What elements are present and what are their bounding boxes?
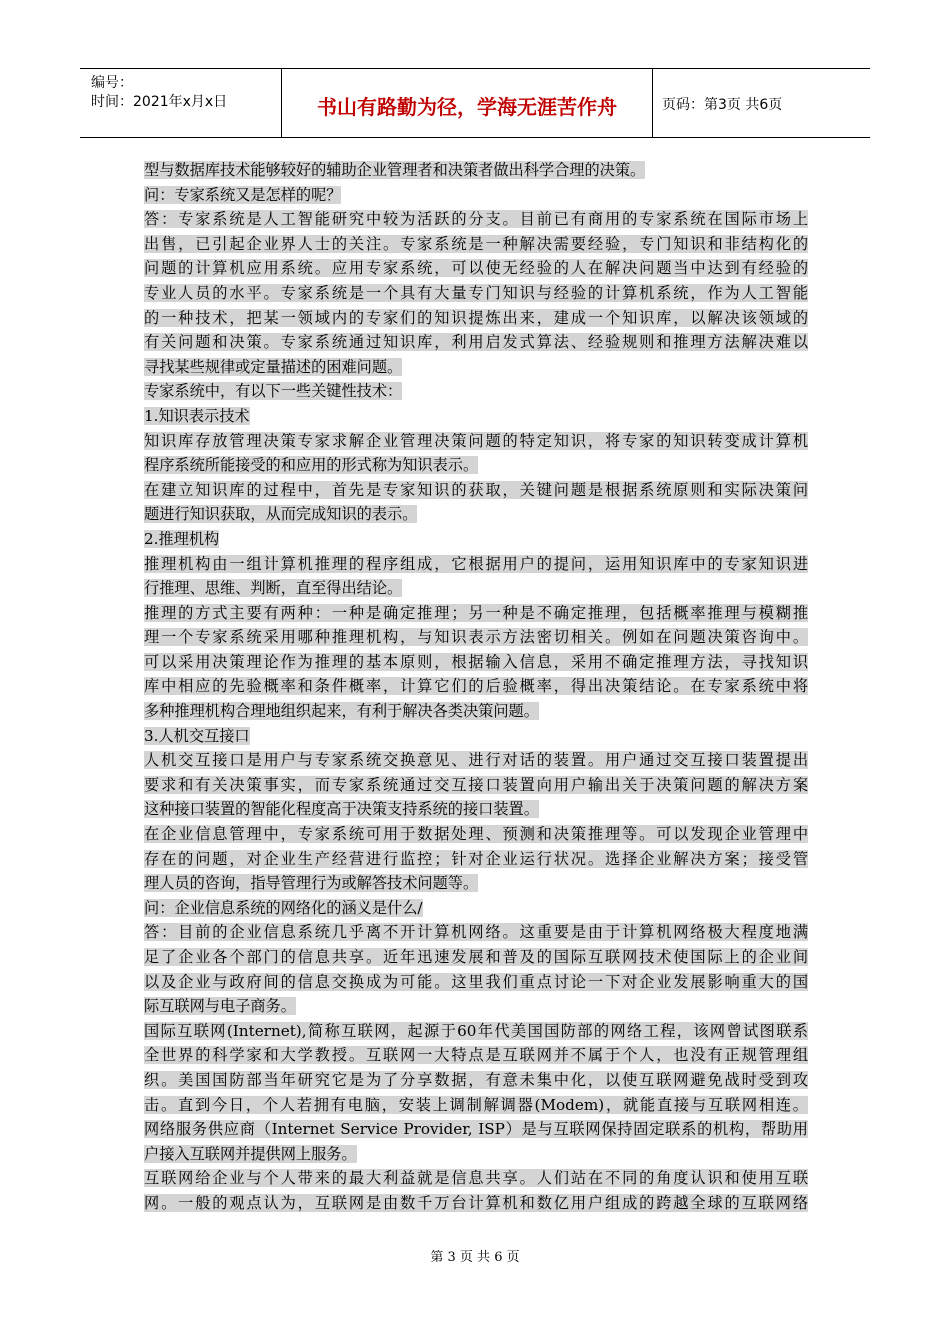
document-body <box>144 158 808 1216</box>
motto: 书山有路勤为径，学海无涯苦作舟 <box>317 95 617 119</box>
text-line <box>144 576 808 601</box>
highlighted-text: 击。直到今日，个人若拥有电脑，安装上调制解调器(Modem)，就能直接与互联网相连。 <box>144 1095 808 1114</box>
page-header <box>80 68 870 138</box>
highlighted-text: 有关问题和决策。专家系统通过知识库，利用启发式算法、经验规则和推理方法解决难以 <box>144 333 808 352</box>
text-line <box>144 1117 808 1142</box>
text-line <box>144 773 808 798</box>
highlighted-text: 专业人员的水平。专家系统是一个具有大量专门知识与经验的计算机系统，作为人工智能 <box>144 283 808 302</box>
date-label: 时间：2021年x月x日 <box>91 94 228 110</box>
text-line <box>144 1142 808 1167</box>
highlighted-text: 2.推理机构 <box>144 529 220 548</box>
page-footer: 第 3 页 共 6 页 <box>430 1250 520 1265</box>
text-line <box>144 330 808 355</box>
text-line <box>144 748 808 773</box>
text-line <box>144 478 808 503</box>
highlighted-text: 程序系统所能接受的和应用的形式称为知识表示。 <box>144 456 479 475</box>
text-line <box>144 552 808 577</box>
text-line <box>144 429 808 454</box>
highlighted-text: 多种推理机构合理地组织起来，有利于解决各类决策问题。 <box>144 702 539 721</box>
highlighted-text: 1.知识表示技术 <box>144 406 250 425</box>
highlighted-text: 际互联网与电子商务。 <box>144 997 296 1016</box>
text-line <box>144 625 808 650</box>
text-line <box>144 674 808 699</box>
text-line <box>144 650 808 675</box>
highlighted-text: 织。美国国防部当年研究它是为了分享数据，有意未集中化，以使互联网避免战时受到攻 <box>144 1070 808 1089</box>
highlighted-text: 可以采用决策理论作为推理的基本原则，根据输入信息，采用不确定推理方法，寻找知识 <box>144 652 808 671</box>
text-line <box>144 158 808 183</box>
text-line <box>144 945 808 970</box>
text-line <box>144 502 808 527</box>
text-line <box>144 1019 808 1044</box>
text-line <box>144 1166 808 1191</box>
text-line <box>144 256 808 281</box>
highlighted-text: 网络服务供应商（Internet Service Provider, ISP）是与互联网保持固定联系的机构，帮助用 <box>144 1120 808 1139</box>
highlighted-text: 知识库存放管理决策专家求解企业管理决策问题的特定知识，将专家的知识转变成计算机 <box>144 431 808 450</box>
text-line <box>144 994 808 1019</box>
highlighted-text: 网。一般的观点认为，互联网是由数千万台计算机和数亿用户组成的跨越全球的互联网络 <box>144 1193 808 1212</box>
text-line <box>144 1093 808 1118</box>
highlighted-text: 在建立知识库的过程中，首先是专家知识的获取，关键问题是根据系统原则和实际决策问 <box>144 480 808 499</box>
highlighted-text: 这种接口装置的智能化程度高于决策支持系统的接口装置。 <box>144 800 539 819</box>
highlighted-text: 题进行知识获取，从而完成知识的表示。 <box>144 505 418 524</box>
highlighted-text: 足了企业各个部门的信息共享。近年迅速发展和普及的国际互联网技术使国际上的企业间 <box>144 948 808 966</box>
highlighted-text: 答：目前的企业信息系统几乎离不开计算机网络。这重要是由于计算机网络极大程度地满 <box>144 923 808 942</box>
page-info: 页码：第3页 共6页 <box>662 97 783 113</box>
text-line <box>144 896 808 921</box>
text-line <box>144 306 808 331</box>
highlighted-text: 理一个专家系统采用哪种推理机构，与知识表示方法密切相关。例如在问题决策咨询中。 <box>144 628 808 647</box>
highlighted-text: 问题的计算机应用系统。应用专家系统，可以使无经验的人在解决问题当中达到有经验的 <box>144 259 808 278</box>
text-line <box>144 183 808 208</box>
text-line <box>144 404 808 429</box>
text-line <box>144 379 808 404</box>
highlighted-text: 推理机构由一组计算机推理的程序组成，它根据用户的提问，运用知识库中的专家知识进 <box>144 554 808 573</box>
highlighted-text: 要求和有关决策事实，而专家系统通过交互接口装置向用户输出关于决策问题的解决方案 <box>144 775 808 794</box>
text-line <box>144 207 808 232</box>
serial-label: 编号： <box>91 75 133 91</box>
highlighted-text: 全世界的科学家和大学教授。互联网一大特点是互联网并不属于个人，也没有正规管理组 <box>144 1046 808 1065</box>
text-line <box>144 355 808 380</box>
text-line <box>144 1043 808 1068</box>
highlighted-text: 国际互联网(Internet),简称互联网，起源于60年代美国国防部的网络工程，该网曾试图联系 <box>144 1021 808 1040</box>
text-line <box>144 699 808 724</box>
highlighted-text: 行推理、思维、判断，直至得出结论。 <box>144 579 403 598</box>
header-page-cell <box>653 69 870 137</box>
highlighted-text: 专家系统中，有以下一些关键性技术： <box>144 382 403 401</box>
text-line <box>144 232 808 257</box>
text-line <box>144 1068 808 1093</box>
highlighted-text: 型与数据库技术能够较好的辅助企业管理者和决策者做出科学合理的决策。 <box>144 161 646 179</box>
highlighted-text: 推理的方式主要有两种：一种是确定推理；另一种是不确定推理，包括概率推理与模糊推 <box>144 603 808 622</box>
text-line <box>144 601 808 626</box>
text-line <box>144 970 808 995</box>
text-line <box>144 871 808 896</box>
text-line <box>144 920 808 945</box>
highlighted-text: 人机交互接口是用户与专家系统交换意见、进行对话的装置。用户通过交互接口装置提出 <box>144 751 808 770</box>
highlighted-text: 库中相应的先验概率和条件概率，计算它们的后验概率，得出决策结论。在专家系统中将 <box>144 677 808 696</box>
highlighted-text: 的一种技术，把某一领域内的专家们的知识提炼出来，建成一个知识库，以解决该领域的 <box>144 308 808 327</box>
text-line <box>144 453 808 478</box>
highlighted-text: 在企业信息管理中，专家系统可用于数据处理、预测和决策推理等。可以发现企业管理中 <box>144 825 808 844</box>
highlighted-text: 理人员的咨询，指导管理行为或解答技术问题等。 <box>144 874 479 893</box>
text-line <box>144 527 808 552</box>
text-line <box>144 1191 808 1216</box>
text-line <box>144 822 808 847</box>
text-line <box>144 724 808 749</box>
highlighted-text: 3.人机交互接口 <box>144 726 250 745</box>
highlighted-text: 出售，已引起企业界人士的关注。专家系统是一种解决需要经验，专门知识和非结构化的 <box>144 234 808 253</box>
highlighted-text: 问：企业信息系统的网络化的涵义是什么/ <box>144 898 423 917</box>
header-info-cell <box>80 69 282 137</box>
highlighted-text: 以及企业与政府间的信息交换成为可能。这里我们重点讨论一下对企业发展影响重大的国 <box>144 972 808 991</box>
highlighted-text: 互联网给企业与个人带来的最大利益就是信息共享。人们站在不同的角度认识和使用互联 <box>144 1169 808 1188</box>
text-line <box>144 847 808 872</box>
highlighted-text: 寻找某些规律或定量描述的困难问题。 <box>144 357 403 376</box>
text-line <box>144 281 808 306</box>
highlighted-text: 户接入互联网并提供网上服务。 <box>144 1144 357 1163</box>
header-motto-cell <box>282 69 653 137</box>
highlighted-text: 存在的问题，对企业生产经营进行监控；针对企业运行状况。选择企业解决方案；接受管 <box>144 849 808 868</box>
highlighted-text: 答：专家系统是人工智能研究中较为活跃的分支。目前已有商用的专家系统在国际市场上 <box>144 210 808 229</box>
highlighted-text: 问：专家系统又是怎样的呢？ <box>144 185 342 204</box>
text-line <box>144 797 808 822</box>
